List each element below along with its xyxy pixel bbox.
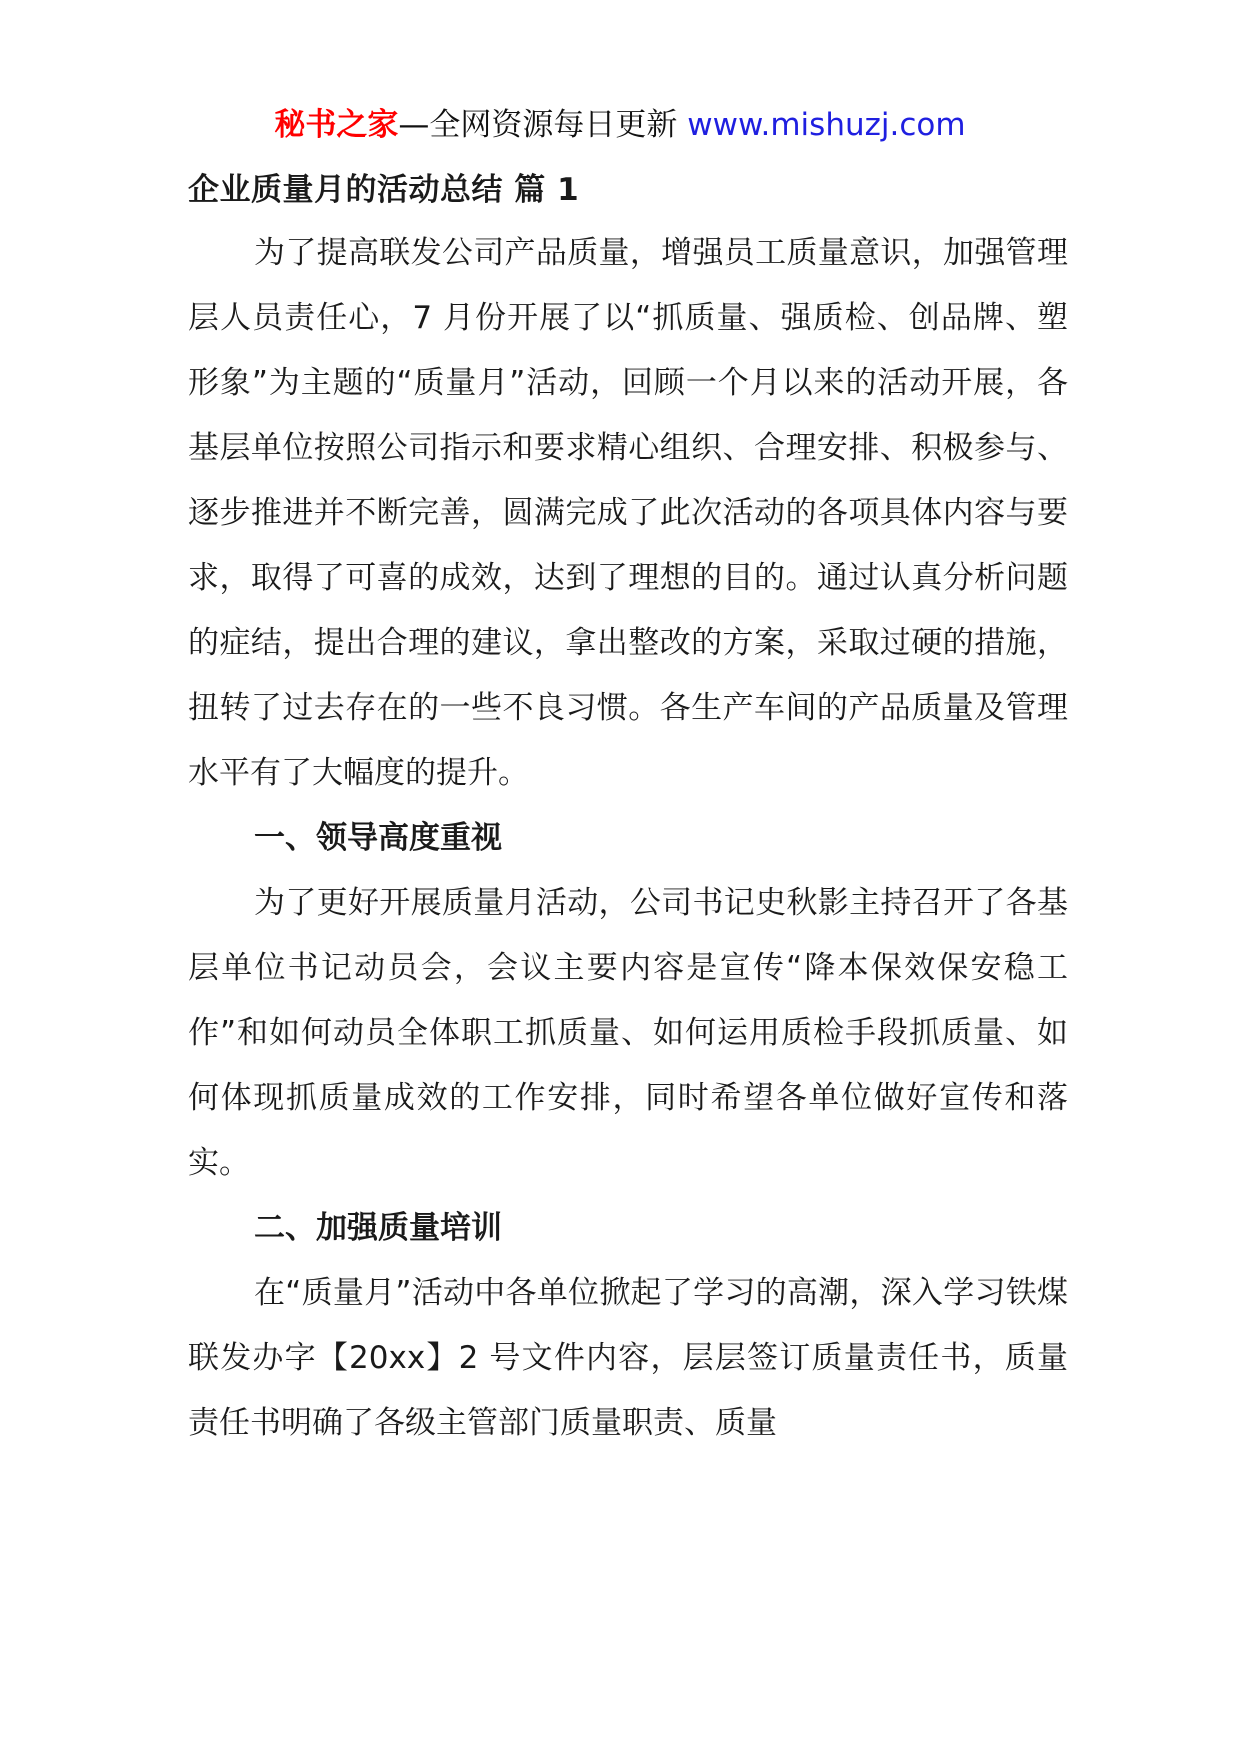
document-body bbox=[188, 165, 1068, 1456]
section-body-training: 在“质量月”活动中各单位掀起了学习的高潮，深入学习铁煤联发办字【20xx】2 号文件内容，层层签订质量责任书，质量责任书明确了各级主管部门质量职责、质量 bbox=[188, 1275, 1068, 1441]
section-heading-leadership: 一、领导高度重视 bbox=[254, 820, 502, 856]
header-slogan: —全网资源每日更新 bbox=[398, 107, 678, 143]
section-body-leadership: 为了更好开展质量月活动，公司书记史秋影主持召开了各基层单位书记动员会，会议主要内容是宣传“降本保效保安稳工作”和如何动员全体职工抓质量、如何运用质检手段抓质量、如何体现抓质量成效的工作安排，同时希望各单位做好宣传和落实。 bbox=[188, 885, 1068, 1181]
site-header bbox=[0, 100, 1240, 150]
site-url-link[interactable]: www.mishuzj.com bbox=[687, 107, 966, 143]
document-title: 企业质量月的活动总结 篇 1 bbox=[188, 172, 580, 208]
intro-paragraph: 为了提高联发公司产品质量，增强员工质量意识，加强管理层人员责任心，7 月份开展了以“抓质量、强质检、创品牌、塑形象”为主题的“质量月”活动，回顾一个月以来的活动开展，各基层单位按照公司指示和要求精心组织、合理安排、积极参与、逐步推进并不断完善，圆满完成了此次活动的各项具体内容与要求，取得了可喜的成效，达到了理想的目的。通过认真分析问题的症结，提出合理的建议，拿出整改的方案，采取过硬的措施，扭转了过去存在的一些不良习惯。各生产车间的产品质量及管理水平有了大幅度的提升。 bbox=[188, 235, 1068, 791]
brand-name: 秘书之家 bbox=[274, 107, 399, 143]
section-heading-training: 二、加强质量培训 bbox=[254, 1210, 502, 1246]
